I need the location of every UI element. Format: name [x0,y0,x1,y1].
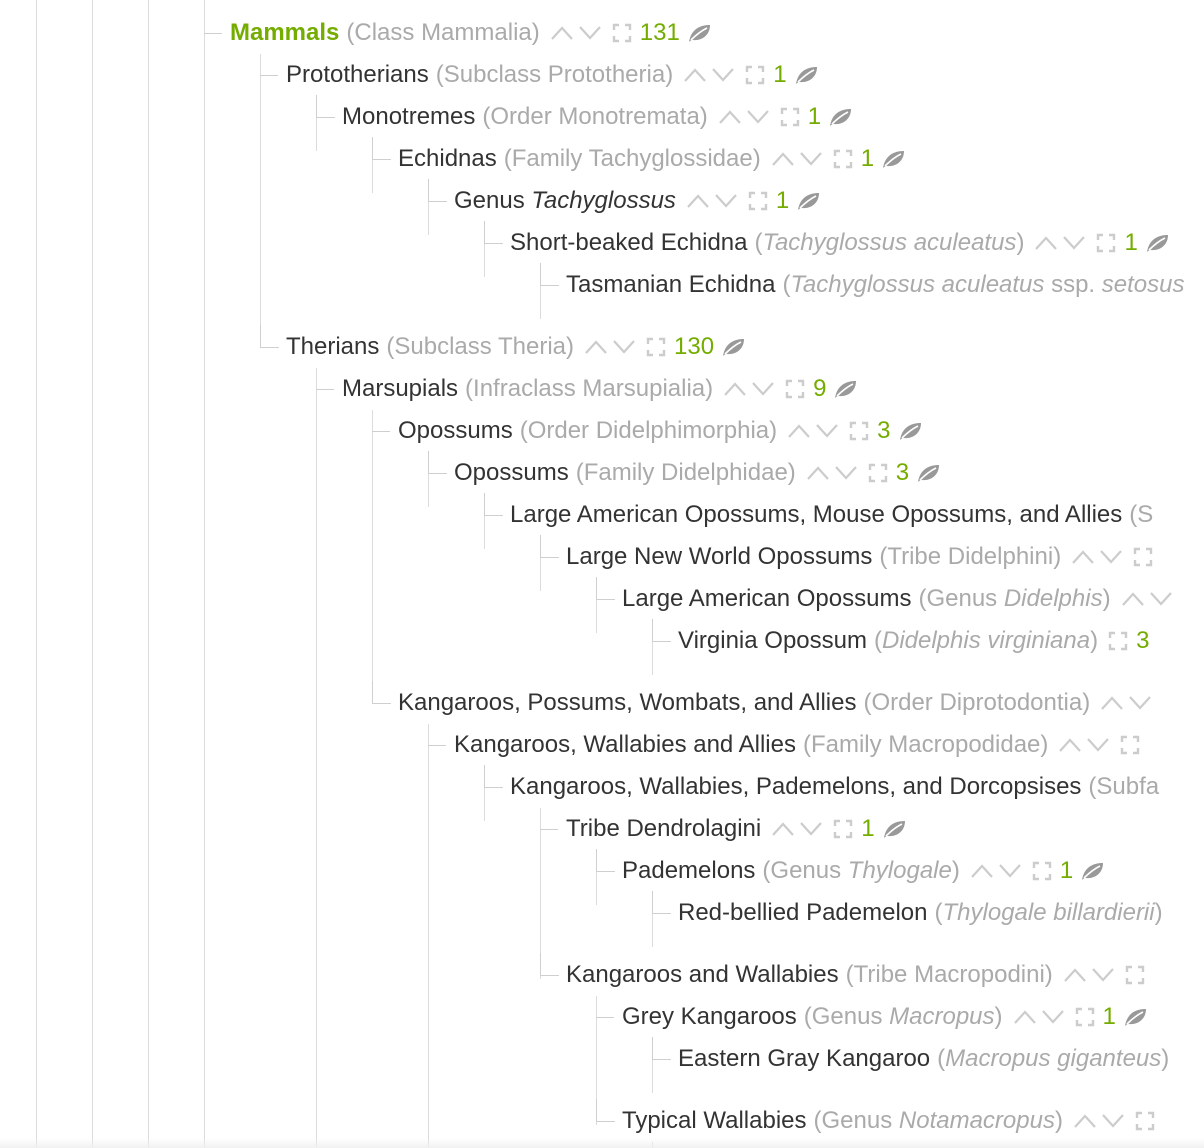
rank-text: ( [873,627,882,654]
taxon-rank [879,539,1061,575]
leaf-icon[interactable] [827,106,853,128]
taxon-common-name: Kangaroos, Possums, Wombats, and Allies [398,689,857,716]
rank-text: (Class Mammalia) [346,19,540,46]
taxon-common-name: Genus [454,187,525,214]
observation-count-link[interactable]: 1 [773,61,787,88]
tree-elbow [596,1099,615,1122]
chevron-up-icon[interactable] [1013,1009,1037,1025]
tree-node-large-new-world-opossums [566,539,1153,575]
observation-count-link[interactable]: 1 [775,187,790,214]
rank-text: (Genus [803,1003,890,1030]
expand-corners-icon[interactable] [1135,1111,1155,1131]
tree-node-typical-wallabies [622,1103,1155,1139]
expand-corners-icon[interactable] [780,107,800,127]
chevron-up-icon[interactable] [584,339,608,355]
tree-elbow [484,221,503,244]
tree-node-eastern-gray-kangaroo [678,1041,1169,1077]
taxon-name-link[interactable] [622,999,797,1035]
expand-corners-icon[interactable] [849,421,869,441]
tree-elbow [484,493,503,516]
chevron-down-icon[interactable] [1128,695,1152,711]
tree-elbow [540,263,559,286]
taxon-common-name: Large American Opossums [622,585,912,612]
taxon-name-link[interactable] [398,141,497,177]
tree-node-echidnas [398,141,906,177]
rank-text: (Tribe Macropodini) [845,961,1053,988]
rank-text: (Subclass Prototheria) [435,61,674,88]
tree-node-opossums [454,455,941,491]
tree-elbow [372,681,391,704]
taxon-rank [846,957,1053,993]
taxon-rank [935,895,1163,931]
tree-node-opossums [398,413,923,449]
leaf-icon[interactable] [686,22,712,44]
rank-scientific-name: Tachyglossus aculeatus [762,229,1017,256]
rank-scientific-name: Notamacropus [898,1107,1055,1134]
taxon-name-link[interactable] [678,623,867,659]
observation-count-link[interactable]: 1 [1124,229,1138,256]
taxon-name-link[interactable] [678,1041,930,1077]
taxon-common-name: Short-beaked Echidna [510,229,748,256]
expand-corners-icon[interactable] [1120,735,1140,755]
tree-node-tribe-dendrolagini [566,811,907,847]
tree-node-kangaroos-possums-wombats-and-allies [398,685,1152,721]
rank-text: (Order Didelphimorphia) [519,417,778,444]
rank-text: (Genus [762,857,848,884]
taxon-rank [504,141,761,177]
tree-node-kangaroos-wallabies-pademelons-and-dorcopsises [510,769,1159,805]
rank-text: (Infraclass Marsupialia) [465,375,714,402]
rank-text-suffix: ) [994,1003,1003,1030]
chevron-down-icon[interactable] [751,381,775,397]
observation-count-link[interactable]: 1 [1102,1003,1116,1030]
leaf-icon[interactable] [880,148,906,170]
taxon-scientific-name: Tachyglossus [531,187,676,214]
chevron-up-icon[interactable] [787,423,811,439]
tree-node-red-bellied-pademelon [678,895,1163,931]
tree-node-large-american-opossums-mouse-opossums-and-allies [510,497,1153,533]
rank-text-suffix: ) [1016,229,1025,256]
taxon-rank [937,1041,1169,1077]
rank-scientific-name: Macropus giganteus [945,1045,1162,1072]
rank-text-suffix: ) [951,857,960,884]
taxon-common-name: Virginia Opossum [678,627,867,654]
taxon-common-name: Kangaroos, Wallabies and Allies [454,731,796,758]
taxon-name-link[interactable] [510,497,1122,533]
taxon-rank [804,999,1003,1035]
leaf-icon[interactable] [1144,232,1170,254]
taxon-common-name: Opossums [454,459,569,486]
rank-text: (Order Diprotodontia) [863,689,1091,716]
leaf-icon[interactable] [897,420,923,442]
taxon-rank [918,581,1110,617]
taxon-rank [576,455,796,491]
tree-node-kangaroos-and-wallabies [566,957,1145,993]
taxon-name-link[interactable] [342,99,475,135]
tree-node-marsupials [342,371,858,407]
rank-text: (Subclass Theria) [386,333,575,360]
observation-count-link[interactable]: 131 [639,19,680,46]
taxon-rank [803,727,1048,763]
tree-guide-line [260,54,261,347]
chevron-down-icon[interactable] [711,67,735,83]
taxon-rank [762,853,959,889]
chevron-down-icon[interactable] [1149,591,1173,607]
taxon-rank [436,57,673,93]
tree-elbow [372,413,390,432]
taxon-common-name: Eastern Gray Kangaroo [678,1045,931,1072]
taxon-rank [1088,769,1159,805]
tree-elbow [260,325,279,348]
leaf-icon[interactable] [720,336,746,358]
taxon-rank [386,329,574,365]
chevron-down-icon[interactable] [1062,235,1086,251]
taxon-common-name: Tasmanian Echidna [566,271,776,298]
rank-text: (Tribe Didelphini) [879,543,1062,570]
chevron-up-icon[interactable] [1121,591,1145,607]
rank-text: ( [934,899,943,926]
chevron-down-icon[interactable] [834,465,858,481]
observation-count-link[interactable]: 3 [895,459,910,486]
rank-text: ( [754,229,763,256]
taxon-name-link[interactable] [678,895,928,931]
taxon-common-name: Pademelons [622,857,756,884]
tree-node-genus-tachyglossus [454,183,821,219]
taxon-name-link[interactable] [398,413,513,449]
rank-text: (Family Macropodidae) [802,731,1049,758]
chevron-down-icon[interactable] [612,339,636,355]
tree-elbow [540,535,559,558]
taxon-name-link[interactable] [622,1103,807,1139]
taxon-rank [814,1103,1063,1139]
rank-scientific-name: Macropus [889,1003,995,1030]
chevron-up-icon[interactable] [1073,1113,1097,1129]
chevron-down-icon[interactable] [1091,967,1115,983]
tree-elbow [372,137,391,160]
chevron-up-icon[interactable] [683,67,707,83]
tree-elbow [596,577,615,600]
chevron-down-icon[interactable] [1086,737,1110,753]
chevron-down-icon[interactable] [799,151,823,167]
rank-text: (Family Didelphidae) [575,459,796,486]
chevron-down-icon[interactable] [998,863,1022,879]
taxon-name-link[interactable] [454,183,676,219]
tree-guide-line [36,0,37,1148]
observation-count-link[interactable]: 1 [1059,857,1074,884]
rank-text-suffix: ) [1090,627,1099,654]
tree-node-therians [286,329,746,365]
taxon-common-name: Red-bellied Pademelon [678,899,928,926]
taxon-name-link[interactable] [566,267,775,303]
expand-corners-icon[interactable] [646,337,666,357]
taxon-name-link[interactable] [286,329,379,365]
taxon-name-link[interactable] [510,769,1081,805]
taxon-name-link[interactable] [454,727,796,763]
chevron-down-icon[interactable] [1041,1009,1065,1025]
chevron-down-icon[interactable] [799,821,823,837]
taxon-rank [465,371,713,407]
observation-count-link[interactable]: 3 [877,417,891,444]
leaf-icon[interactable] [795,190,821,212]
tree-guide-line [204,0,205,1148]
observation-count-link[interactable]: 1 [861,815,875,842]
tree-node-short-beaked-echidna [510,225,1170,261]
rank-text-suffix: ) [1154,899,1163,926]
taxon-common-name: Monotremes [342,103,476,130]
taxon-rank [863,685,1090,721]
chevron-up-icon[interactable] [1100,695,1124,711]
observation-count-link[interactable]: 130 [674,333,715,360]
tree-guide-line [372,410,373,703]
expand-corners-icon[interactable] [1032,861,1052,881]
observation-count-link[interactable]: 9 [813,375,827,402]
chevron-down-icon[interactable] [746,109,770,125]
rank-subspecies-name: setosus [1101,271,1185,298]
tree-elbow [540,811,558,830]
tree-elbow [596,849,615,872]
tree-node-tasmanian-echidna [566,267,1184,303]
taxon-name-link[interactable] [566,957,839,993]
taxon-common-name: Marsupials [342,375,459,402]
taxon-rank [346,15,539,51]
tree-elbow [652,891,671,914]
chevron-up-icon[interactable] [718,109,742,125]
observation-count-link[interactable]: 1 [807,103,822,130]
rank-scientific-name: Didelphis [1003,585,1103,612]
expand-corners-icon[interactable] [1075,1007,1095,1027]
rank-text: (Genus [813,1107,899,1134]
tree-node-virginia-opossum [678,623,1149,659]
taxon-common-name: Opossums [398,417,513,444]
observation-count-link[interactable]: 1 [860,145,875,172]
rank-text: (Subfa [1088,773,1160,800]
rank-text-suffix: ssp. [1044,271,1102,298]
taxon-common-name: Kangaroos, Wallabies, Pademelons, and Dorcopsises [510,773,1082,800]
expand-corners-icon[interactable] [1096,233,1116,253]
taxon-name-link[interactable] [342,371,458,407]
chevron-up-icon[interactable] [1063,967,1087,983]
expand-corners-icon[interactable] [748,191,768,211]
leaf-icon[interactable] [793,64,819,86]
tree-node-kangaroos-wallabies-and-allies [454,727,1140,763]
chevron-up-icon[interactable] [771,151,795,167]
tree-guide-line [92,0,93,1148]
tree-elbow [540,953,559,976]
taxon-name-link[interactable] [622,853,755,889]
taxon-name-link[interactable] [622,581,911,617]
leaf-icon[interactable] [1079,860,1105,882]
tree-elbow [652,619,671,642]
taxon-common-name: Grey Kangaroos [622,1003,797,1030]
taxon-common-name: Therians [286,333,380,360]
expand-corners-icon[interactable] [785,379,805,399]
chevron-up-icon[interactable] [771,821,795,837]
rank-text: (S [1129,501,1154,528]
taxon-common-name: Large New World Opossums [566,543,873,570]
tree-elbow [260,57,278,76]
taxon-rank [1129,497,1153,533]
tree-node-monotremes [342,99,853,135]
rank-scientific-name: Didelphis virginiana [881,627,1091,654]
chevron-down-icon[interactable] [1099,549,1123,565]
tree-elbow [204,15,222,34]
rank-text: ( [782,271,791,298]
leaf-icon[interactable] [1122,1006,1148,1028]
rank-text-suffix: ) [1161,1045,1170,1072]
chevron-up-icon[interactable] [1071,549,1095,565]
chevron-up-icon[interactable] [1058,737,1082,753]
tree-elbow [428,451,447,474]
taxon-name-link[interactable] [398,685,856,721]
taxon-name-link[interactable] [286,57,429,93]
chevron-up-icon[interactable] [806,465,830,481]
chevron-down-icon[interactable] [815,423,839,439]
tree-elbow [596,999,614,1018]
rank-text: ( [937,1045,946,1072]
rank-text: (Order Monotremata) [482,103,708,130]
taxon-rank [782,267,1184,303]
leaf-icon[interactable] [881,818,907,840]
rank-scientific-name: Thylogale billardierii [942,899,1155,926]
chevron-up-icon[interactable] [970,863,994,879]
chevron-up-icon[interactable] [686,193,710,209]
chevron-up-icon[interactable] [550,25,574,41]
chevron-down-icon[interactable] [578,25,602,41]
rank-text: (Genus [918,585,1004,612]
rank-text: (Family Tachyglossidae) [503,145,761,172]
rank-scientific-name: Thylogale [847,857,952,884]
taxon-rank [482,99,707,135]
chevron-down-icon[interactable] [1101,1113,1125,1129]
taxon-common-name: Prototherians [286,61,429,88]
expand-corners-icon[interactable] [745,65,765,85]
taxon-common-name: Mammals [230,19,340,46]
taxon-rank [755,225,1025,261]
expand-corners-icon[interactable] [833,149,853,169]
taxon-rank [520,413,777,449]
taxon-common-name: Large American Opossums, Mouse Opossums, and Allies [510,501,1123,528]
tree-guide-line [148,0,149,1148]
tree-node-large-american-opossums [622,581,1173,617]
observation-count-link[interactable]: 3 [1136,627,1150,654]
tree-elbow [428,179,447,202]
scroll-fade [0,1138,1204,1148]
rank-scientific-name: Tachyglossus aculeatus [790,271,1045,298]
tree-guide-line [316,368,317,1148]
chevron-up-icon[interactable] [1034,235,1058,251]
expand-corners-icon[interactable] [1133,547,1153,567]
tree-elbow [316,95,335,118]
leaf-icon[interactable] [832,378,858,400]
tree-elbow [484,765,503,788]
expand-corners-icon[interactable] [833,819,853,839]
tree-elbow [316,371,334,390]
taxon-common-name: Typical Wallabies [622,1107,807,1134]
taxon-common-name: Tribe Dendrolagini [566,815,762,842]
taxon-name-link[interactable] [454,455,569,491]
taxon-name-link[interactable] [566,539,872,575]
expand-corners-icon[interactable] [1108,631,1128,651]
taxon-name-link[interactable] [230,15,339,51]
tree-node-grey-kangaroos [622,999,1148,1035]
leaf-icon[interactable] [915,462,941,484]
rank-text-suffix: ) [1102,585,1111,612]
tree-guide-line [428,724,429,1148]
expand-corners-icon[interactable] [868,463,888,483]
taxon-rank [874,623,1098,659]
expand-corners-icon[interactable] [612,23,632,43]
chevron-up-icon[interactable] [723,381,747,397]
rank-text-suffix: ) [1054,1107,1063,1134]
taxon-common-name: Echidnas [398,145,497,172]
tree-node-mammals [230,15,712,51]
tree-node-pademelons [622,853,1105,889]
tree-elbow [428,727,446,746]
taxon-name-link[interactable] [510,225,748,261]
tree-elbow [652,1037,671,1060]
expand-corners-icon[interactable] [1125,965,1145,985]
chevron-down-icon[interactable] [714,193,738,209]
taxon-name-link[interactable] [566,811,761,847]
taxon-common-name: Kangaroos and Wallabies [566,961,839,988]
tree-node-prototherians [286,57,819,93]
